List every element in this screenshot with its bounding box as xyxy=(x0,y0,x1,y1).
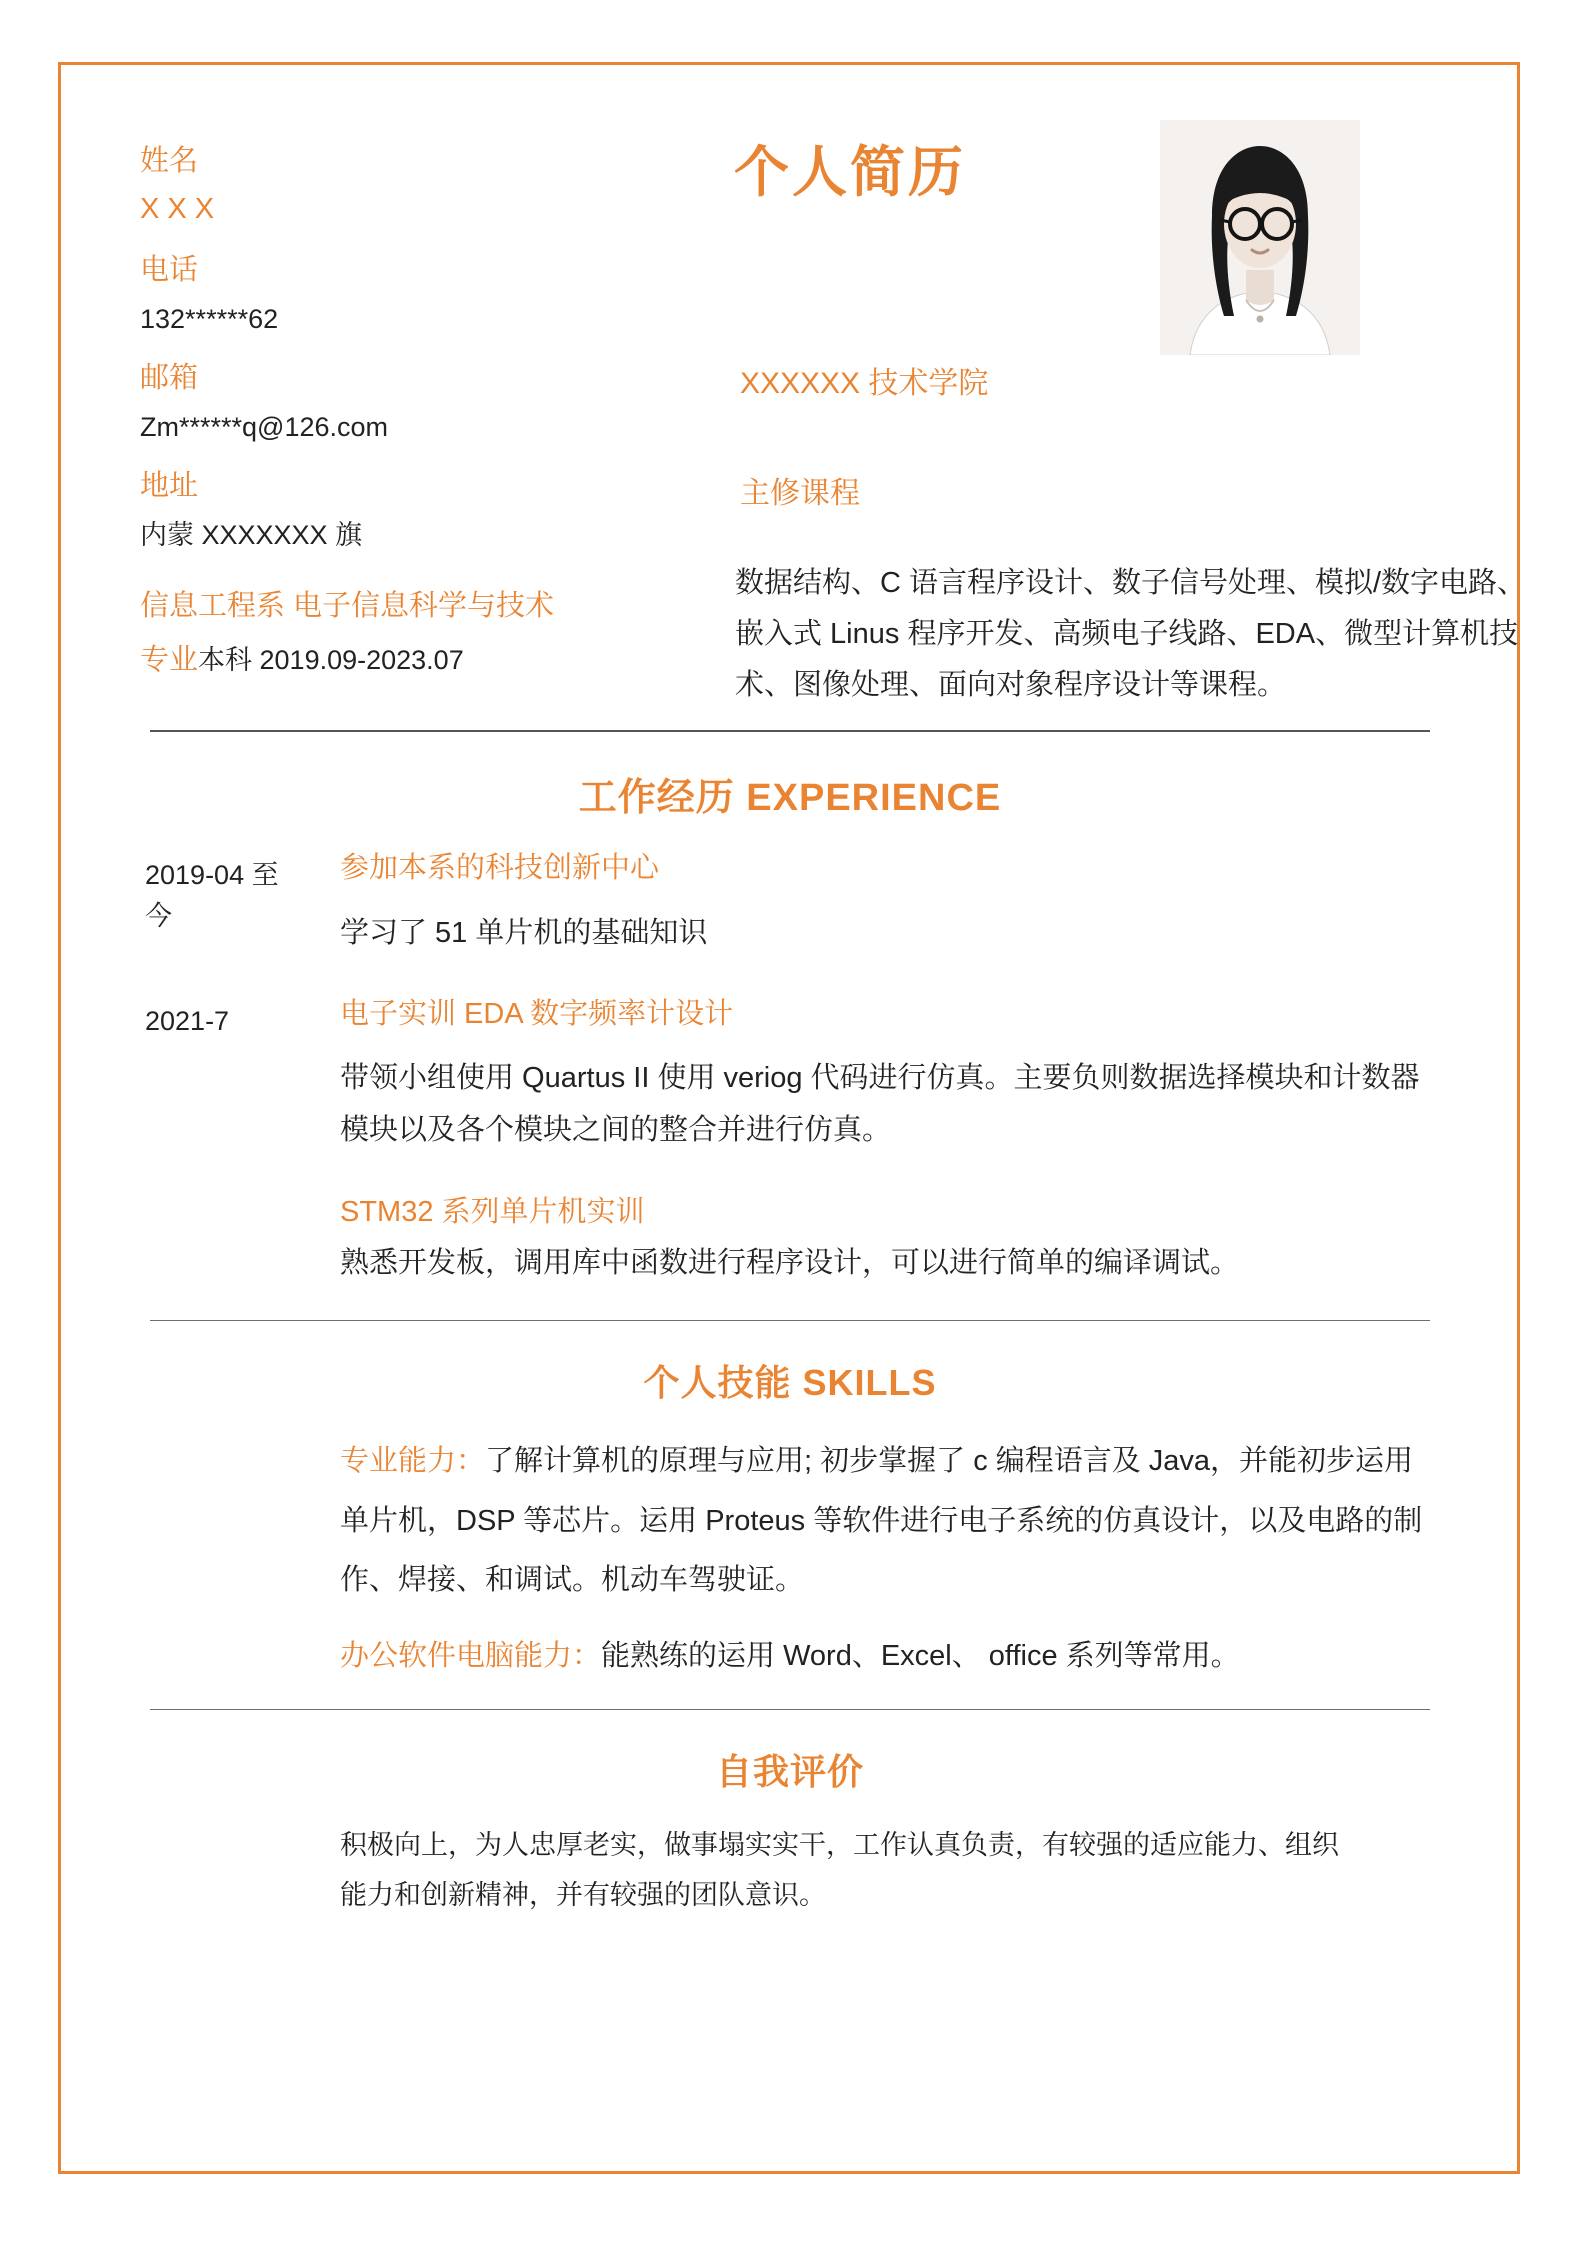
self-evaluation-section-title: 自我评价 xyxy=(715,1751,864,1793)
page-title: 个人简历 xyxy=(733,141,966,203)
address-value: 内蒙 XXXXXXX 旗 xyxy=(140,519,363,550)
school-name: XXXXXX 技术学院 xyxy=(740,367,989,400)
experience-date: 2021-7 xyxy=(145,1005,230,1036)
experience-body xyxy=(340,1191,1430,1287)
email-value: Zm******q@126.com xyxy=(140,411,389,442)
department-text: 信息工程系 电子信息科学与技术 xyxy=(140,590,555,622)
skill-key: 专业能力： xyxy=(340,1445,486,1478)
phone-value: 132******62 xyxy=(140,303,279,334)
skill-item xyxy=(340,1633,1430,1679)
address-label: 地址 xyxy=(140,470,199,502)
phone-label: 电话 xyxy=(140,254,199,286)
name-value: X X X xyxy=(140,192,215,225)
experience-text: 带领小组使用 Quartus II 使用 veriog 代码进行仿真。主要负则数据选择模块和计数器模块以及各个模块之间的整合并进行仿真。 xyxy=(340,1062,1420,1147)
experience-item xyxy=(100,847,1480,959)
courses-label: 主修课程 xyxy=(740,477,860,510)
name-label: 姓名 xyxy=(140,145,199,177)
experience-heading: 参加本系的科技创新中心 xyxy=(340,852,660,884)
major-line xyxy=(140,639,630,683)
experience-body xyxy=(340,847,1430,959)
courses-text: 数据结构、C 语言程序设计、数子信号处理、模拟/数字电路、嵌入式 Linus 程序开发、高频电子线路、EDA、微型计算机技术、图像处理、面向对象程序设计等课程。 xyxy=(735,567,1527,701)
divider-top xyxy=(150,730,1430,732)
contact-block xyxy=(140,140,630,682)
divider-bottom xyxy=(150,1709,1430,1710)
experience-heading: STM32 系列单片机实训 xyxy=(340,1195,645,1228)
resume-content xyxy=(100,110,1527,1921)
skill-item xyxy=(340,1432,1430,1610)
self-evaluation-text: 积极向上，为人忠厚老实，做事塌实实干，工作认真负责，有较强的适应能力、组织能力和创新精神，并有较强的团队意识。 xyxy=(340,1830,1339,1911)
avatar xyxy=(1160,120,1360,355)
experience-item xyxy=(100,993,1480,1157)
major-value: 本科 2019.09-2023.07 xyxy=(198,644,464,675)
skills-section-title: 个人技能 SKILLS xyxy=(643,1362,937,1404)
experience-date: 2019-04 至今 xyxy=(145,860,279,931)
major-label: 专业 xyxy=(140,643,199,676)
email-label: 邮箱 xyxy=(140,362,199,394)
experience-heading: 电子实训 EDA 数字频率计设计 xyxy=(340,997,734,1030)
experience-body xyxy=(340,993,1430,1157)
skill-text: 能熟练的运用 Word、Excel、 office 系列等常用。 xyxy=(601,1639,1240,1672)
experience-text: 熟悉开发板，调用库中函数进行程序设计，可以进行简单的编译调试。 xyxy=(340,1247,1240,1280)
experience-text: 学习了 51 单片机的基础知识 xyxy=(340,916,708,949)
header-section xyxy=(100,110,1527,730)
divider-middle xyxy=(150,1320,1430,1321)
skill-key: 办公软件电脑能力： xyxy=(340,1639,602,1672)
experience-section-title: 工作经历 EXPERIENCE xyxy=(578,777,1002,819)
portrait-illustration xyxy=(1160,120,1360,355)
experience-item xyxy=(100,1191,1480,1287)
skill-text: 了解计算机的原理与应用; 初步掌握了 c 编程语言及 Java，并能初步运用单片机，DSP 等芯片。运用 Proteus 等软件进行电子系统的仿真设计，以及电路的制作、焊接、和调试。机动车驾驶证。 xyxy=(340,1445,1423,1597)
